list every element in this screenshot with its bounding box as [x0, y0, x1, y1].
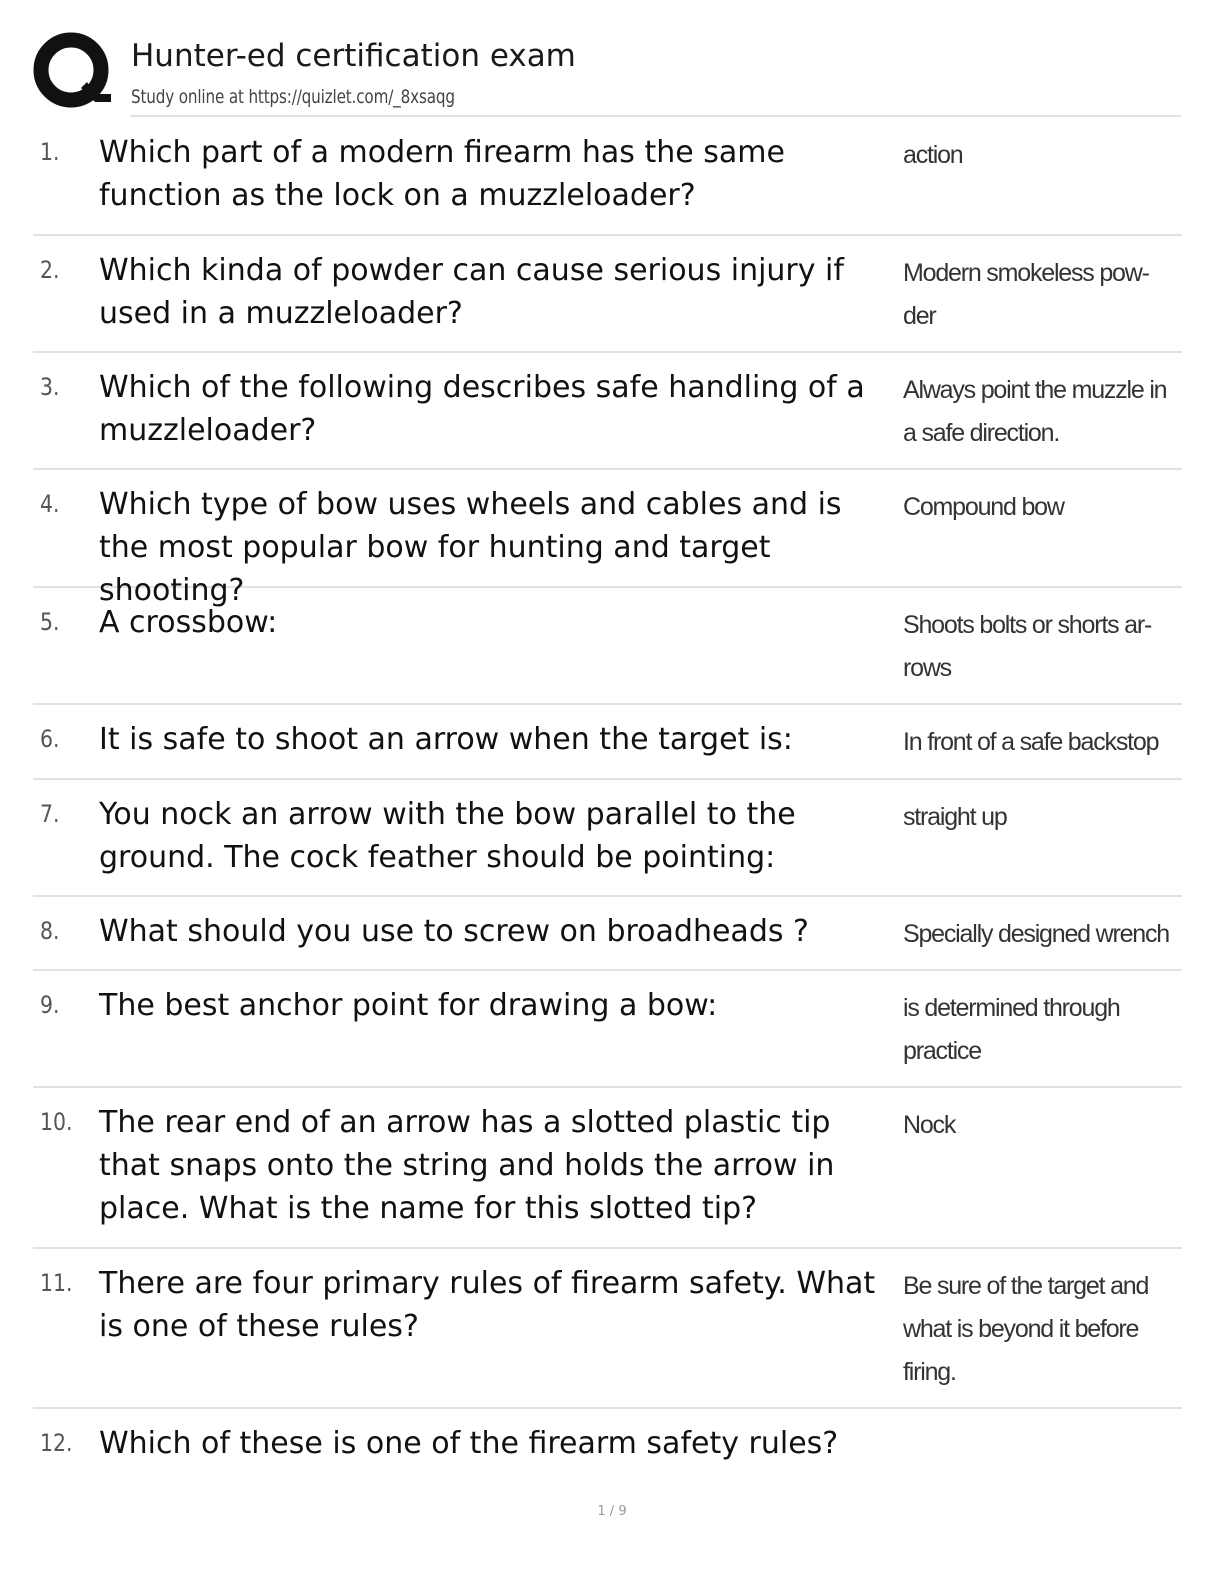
question-text: Which of the following describes safe handling of a muzzleloader? — [99, 370, 865, 448]
question-text: Which type of bow uses wheels and cables and is the most popular bow for hunting and target shooting? — [99, 487, 842, 608]
question-number: 5. — [40, 608, 60, 636]
question-number: 1. — [40, 138, 60, 166]
question-text: It is safe to shoot an arrow when the target is: — [99, 722, 793, 757]
question-row — [33, 353, 1182, 470]
question-row — [33, 705, 1182, 780]
question-number: 2. — [40, 256, 60, 284]
question-text: The best anchor point for drawing a bow: — [99, 988, 718, 1023]
document-header — [33, 32, 1183, 116]
question-row — [33, 236, 1182, 353]
question-number: 6. — [40, 725, 60, 753]
answer-text: Shoots bolts or shorts ar- rows — [903, 611, 1152, 682]
answer-text: Be sure of the target and what is beyond it before firing. — [903, 1272, 1149, 1386]
question-row — [33, 1249, 1182, 1409]
question-row — [33, 588, 1182, 705]
answer-text: straight up — [903, 803, 1007, 831]
question-text: You nock an arrow with the bow parallel to the ground. The cock feather should be pointing: — [99, 797, 796, 875]
question-row — [33, 118, 1182, 236]
question-text: What should you use to screw on broadheads ? — [99, 914, 809, 949]
question-row — [33, 897, 1182, 971]
question-row — [33, 780, 1182, 897]
answer-text: Nock — [903, 1111, 956, 1139]
question-text: Which kinda of powder can cause serious injury if used in a muzzleloader? — [99, 253, 844, 331]
question-number: 12. — [40, 1429, 73, 1457]
document-title: Hunter-ed certification exam — [131, 38, 576, 74]
answer-text: Specially designed wrench — [903, 920, 1170, 948]
study-online-link[interactable]: Study online at https://quizlet.com/_8xsaqg — [131, 86, 455, 108]
question-row — [33, 470, 1182, 608]
question-row — [33, 1409, 1182, 1489]
question-text: Which of these is one of the firearm safety rules? — [99, 1426, 839, 1461]
answer-text: Modern smokeless pow- der — [903, 259, 1149, 330]
question-number: 8. — [40, 917, 60, 945]
answer-text: Compound bow — [903, 493, 1064, 521]
question-number: 3. — [40, 373, 60, 401]
question-number: 9. — [40, 991, 60, 1019]
header-divider — [130, 115, 1181, 117]
answer-text: In front of a safe backstop — [903, 728, 1159, 756]
quizlet-logo-icon — [33, 32, 113, 112]
question-number: 7. — [40, 800, 60, 828]
question-number: 11. — [40, 1269, 73, 1297]
question-number: 4. — [40, 490, 60, 518]
question-row — [33, 1088, 1182, 1249]
answer-text: is determined through practice — [903, 994, 1120, 1065]
page-number: 1 / 9 — [597, 1504, 627, 1519]
answer-text: Always point the muzzle in a safe direction. — [903, 376, 1167, 447]
question-number: 10. — [40, 1108, 73, 1136]
question-text: A crossbow: — [99, 605, 278, 640]
question-row — [33, 971, 1182, 1088]
question-text: The rear end of an arrow has a slotted plastic tip that snaps onto the string and holds the arrow in place. What is the name for this slotted tip? — [99, 1105, 835, 1226]
question-text: There are four primary rules of firearm safety. What is one of these rules? — [99, 1266, 876, 1344]
answer-text: action — [903, 141, 963, 169]
question-text: Which part of a modern firearm has the same function as the lock on a muzzleloader? — [99, 135, 785, 213]
